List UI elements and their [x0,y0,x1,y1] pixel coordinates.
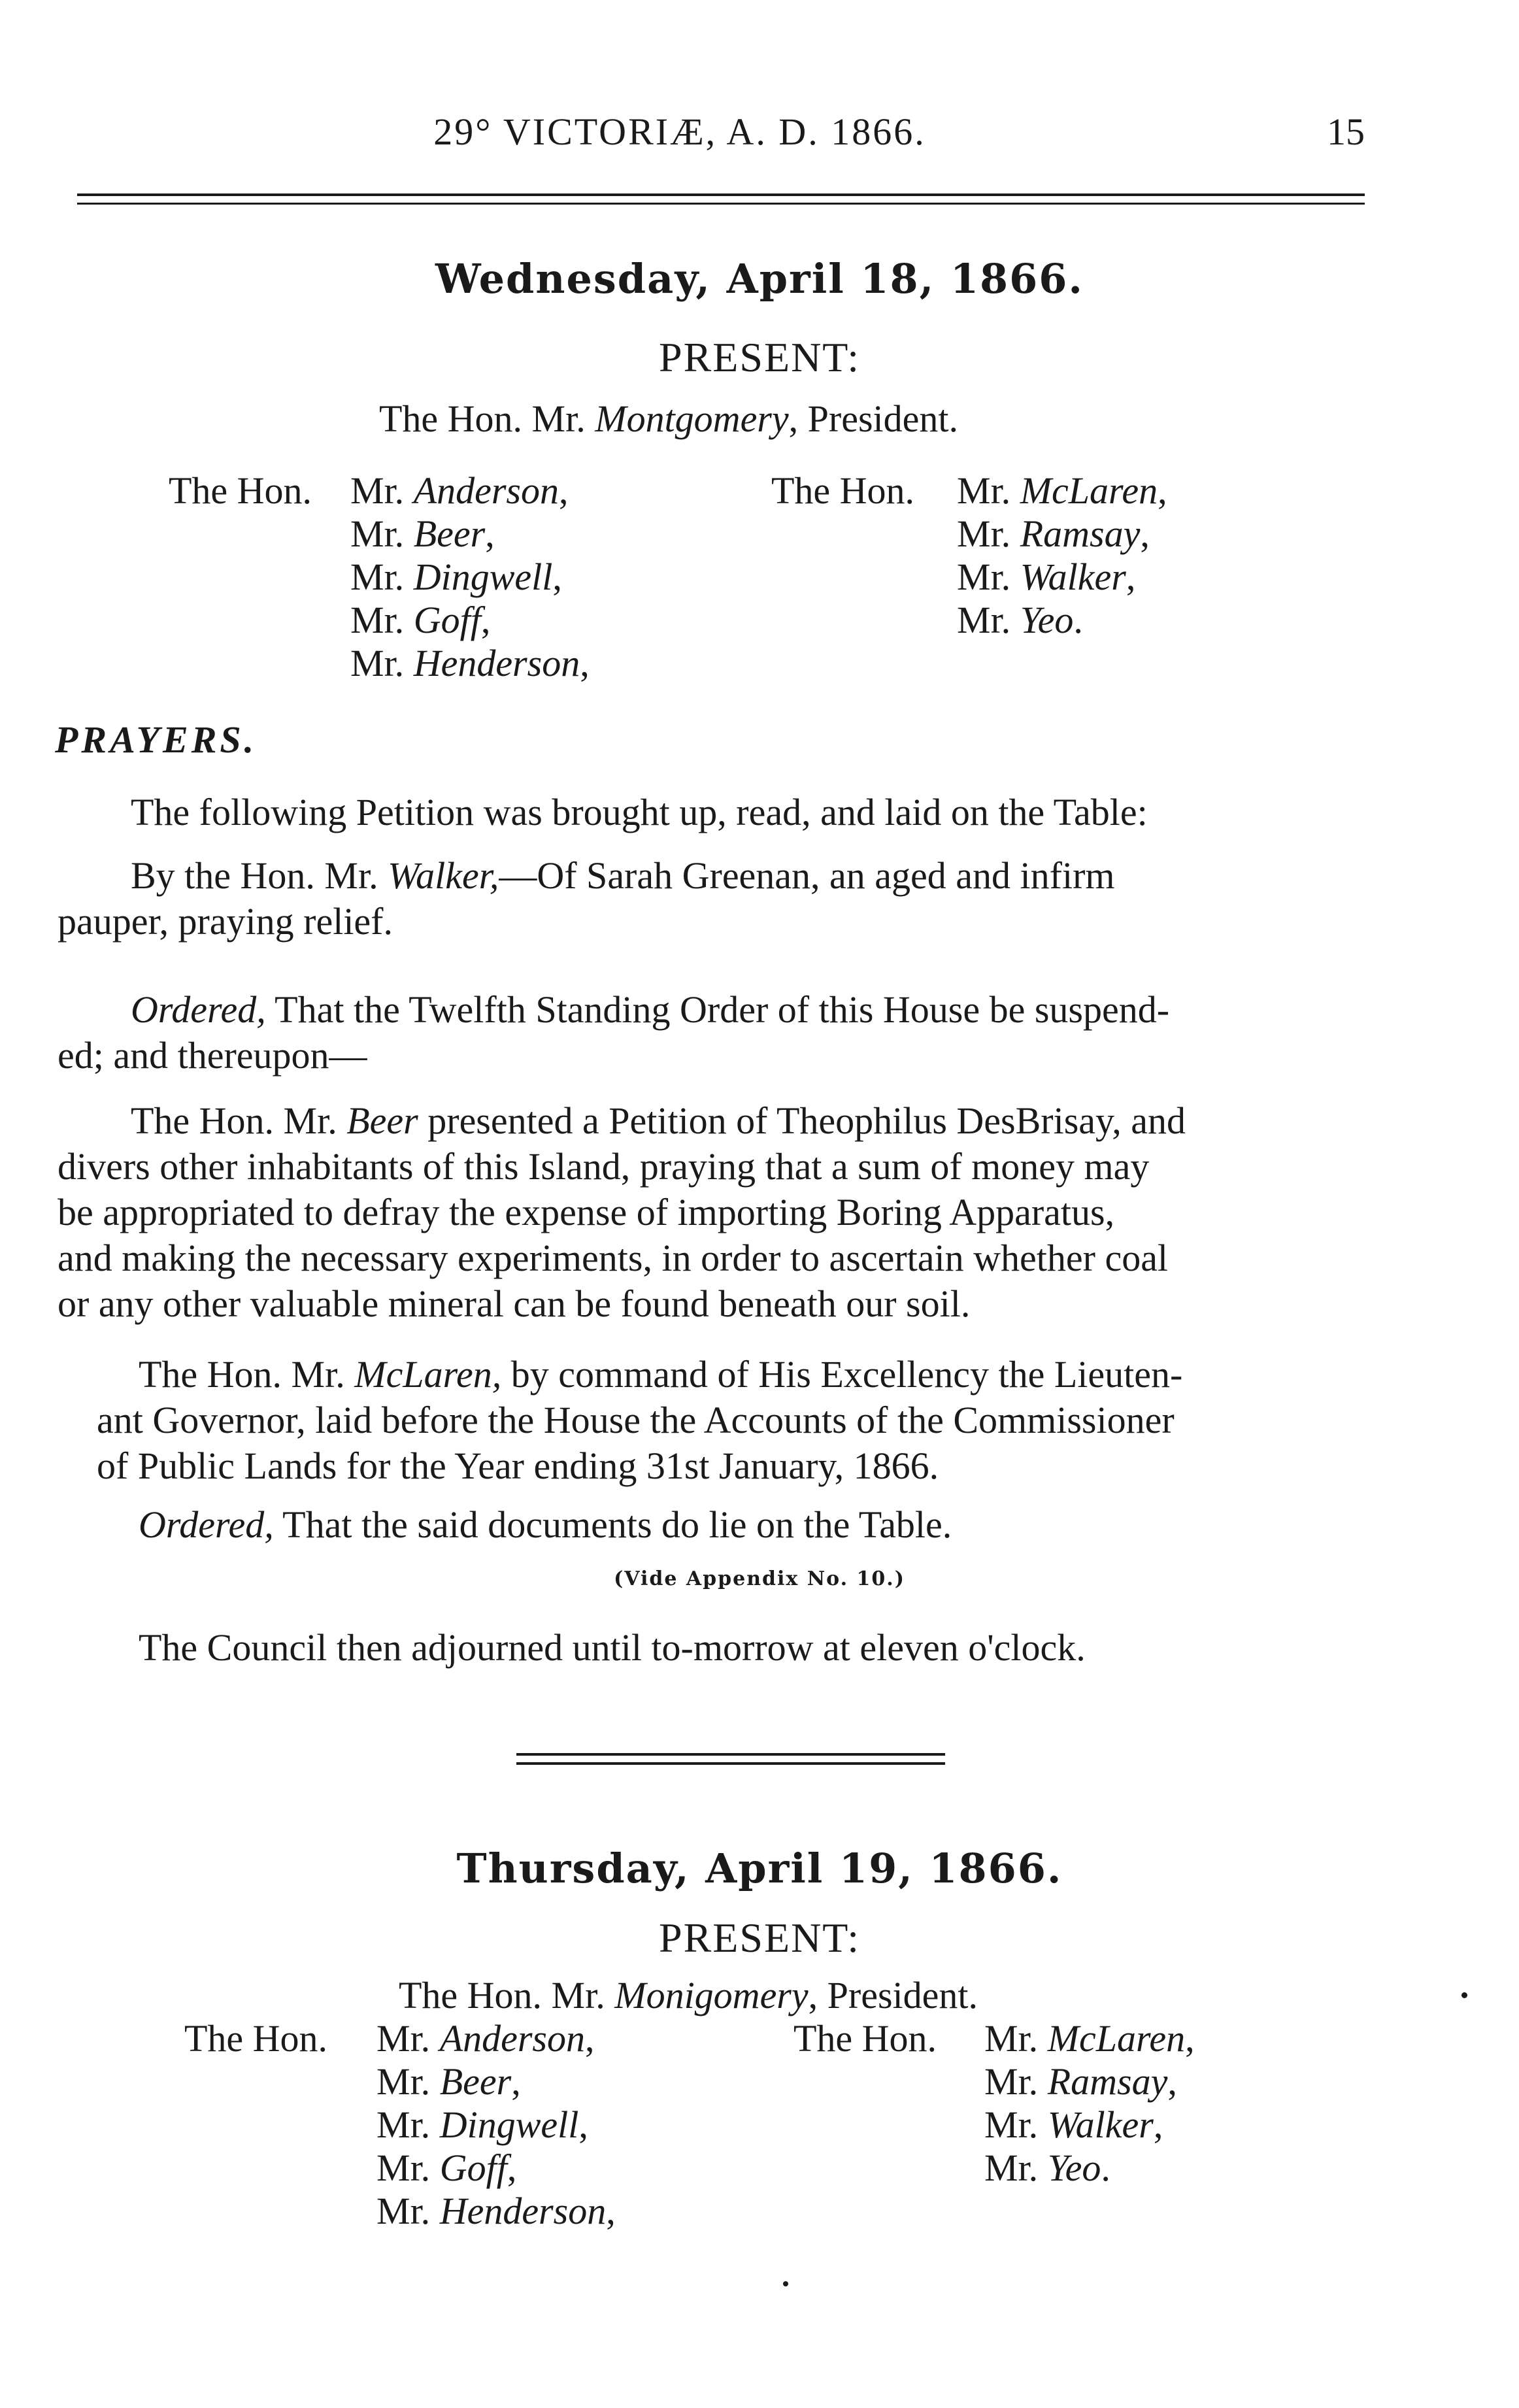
ordered-suspend-line1: Ordered, That the Twelfth Standing Order of this House be suspend- [131,988,1170,1031]
petition-walker-line1: By the Hon. Mr. Walker,—Of Sarah Greenan, an aged and infirm [131,854,1115,897]
petition-intro: The following Petition was brought up, read, and laid on the Table: [131,791,1148,833]
members-right-column-2 [984,2017,1195,2190]
member-goff: Mr. Goff, [350,599,491,641]
header-rule-bottom [77,203,1365,205]
member-ramsay-2: Mr. Ramsay, [984,2060,1177,2103]
president-line [379,397,958,441]
present-heading-2: PRESENT: [659,1915,860,1961]
member-walker: Mr. Walker, [957,556,1136,598]
member-mclaren-2: Mr. McLaren, [984,2017,1195,2060]
beer-petition-line3: be appropriated to defray the expense of importing Boring Apparatus, [58,1191,1115,1233]
mclaren-accounts-paragraph [97,1352,1371,1489]
member-yeo: Mr. Yeo. [957,599,1083,641]
ordered-suspend-paragraph [58,987,1371,1079]
members-left-prefix: The Hon. [169,469,312,512]
beer-petition-line4: and making the necessary experiments, in order to ascertain whether coal [58,1237,1169,1279]
page-number: 15 [1327,110,1365,153]
members-right-prefix: The Hon. [771,469,915,512]
members-right-column [957,469,1167,642]
member-beer-2: Mr. Beer, [376,2060,521,2103]
members-left-column-2 [376,2017,616,2233]
section-divider-bottom [516,1762,945,1765]
president-line-2: The Hon. Mr. Monigomery, President. [399,1974,978,2016]
members-left-prefix-2: The Hon. [184,2017,328,2060]
section-divider-top [516,1753,945,1756]
member-anderson: Mr. Anderson, [350,469,569,512]
member-beer: Mr. Beer, [350,512,495,555]
beer-petition-line2: divers other inhabitants of this Island, praying that a sum of money may [58,1145,1150,1188]
sitting-date-heading: Wednesday, April 18, 1866. [435,255,1084,303]
beer-petition-line1: The Hon. Mr. Beer presented a Petition of Theophilus DesBrisay, and [131,1099,1186,1142]
beer-petition-paragraph [58,1098,1371,1327]
president-name: Montgomery [595,397,789,440]
sitting-date-heading-2: Thursday, April 19, 1866. [456,1845,1063,1892]
petition-walker-line2: pauper, praying relief. [58,900,393,943]
member-henderson-2: Mr. Henderson, [376,2190,616,2232]
president-prefix: The Hon. Mr. [379,397,586,440]
member-dingwell-2: Mr. Dingwell, [376,2103,588,2146]
header-rule-top [77,193,1365,196]
member-walker-2: Mr. Walker, [984,2103,1163,2146]
member-dingwell: Mr. Dingwell, [350,556,562,598]
member-yeo-2: Mr. Yeo. [984,2147,1110,2189]
member-mclaren: Mr. McLaren, [957,469,1167,512]
print-speck [783,2281,788,2286]
mclaren-accounts-line1: The Hon. Mr. McLaren, by command of His Excellency the Lieuten- [139,1353,1183,1396]
president-suffix: , President. [788,397,958,440]
present-heading: PRESENT: [659,334,860,380]
member-henderson: Mr. Henderson, [350,642,590,684]
print-speck [1461,1992,1467,1998]
member-ramsay: Mr. Ramsay, [957,512,1150,555]
mclaren-accounts-line3: of Public Lands for the Year ending 31st January, 1866. [97,1445,939,1487]
ordered-suspend-line2: ed; and thereupon— [58,1034,367,1077]
beer-petition-line5: or any other valuable mineral can be found beneath our soil. [58,1282,971,1325]
running-title: 29° VICTORIÆ, A. D. 1866. [433,110,926,153]
petition-walker-paragraph [58,853,1371,945]
prayers-heading: PRAYERS. [55,718,258,761]
vide-appendix-note: (Vide Appendix No. 10.) [614,1567,905,1590]
ordered-documents-line: Ordered, That the said documents do lie on the Table. [139,1503,952,1546]
adjourned-line: The Council then adjourned until to-morrow at eleven o'clock. [139,1626,1086,1669]
members-left-column [350,469,590,685]
mclaren-accounts-line2: ant Governor, laid before the House the Accounts of the Commissioner [97,1399,1175,1441]
member-goff-2: Mr. Goff, [376,2147,517,2189]
member-anderson-2: Mr. Anderson, [376,2017,595,2060]
members-right-prefix-2: The Hon. [793,2017,937,2060]
